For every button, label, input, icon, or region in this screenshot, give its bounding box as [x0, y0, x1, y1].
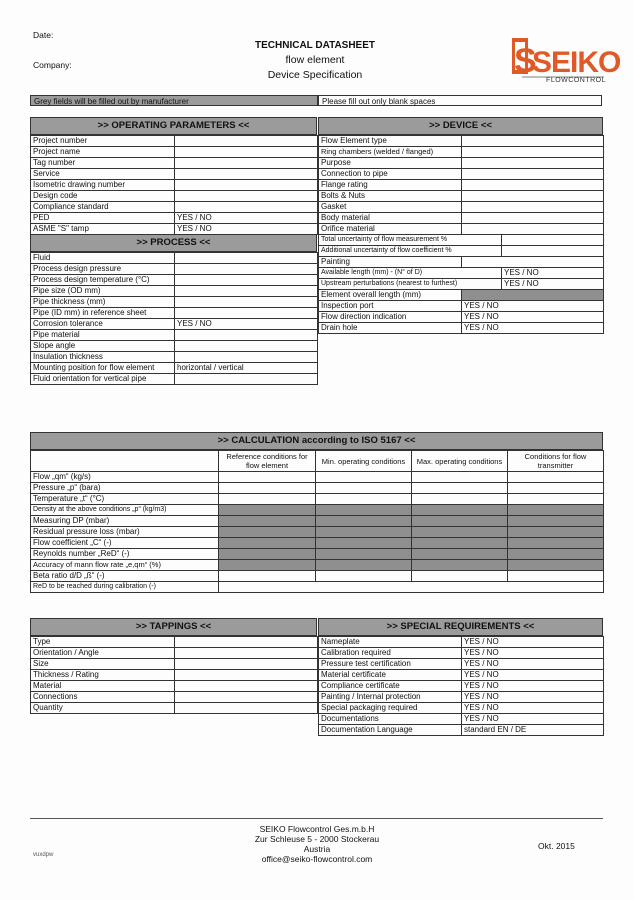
footer-country: Austria	[303, 844, 331, 854]
process-label: Insulation thickness	[31, 352, 175, 363]
calculation-label: Beta ratio d/D „ß“ (-)	[31, 571, 219, 582]
calculation-value	[508, 549, 604, 560]
device-row	[319, 169, 604, 180]
calculation-label: Flow „qm“ (kg/s)	[31, 472, 219, 483]
device-value[interactable]: YES / NO	[502, 268, 604, 279]
tappings-section	[30, 618, 317, 714]
calculation-value	[316, 516, 412, 527]
special-value[interactable]: YES / NO	[462, 637, 604, 648]
calculation-label: Accuracy of mann flow rate „e,qm“ (%)	[31, 560, 219, 571]
tappings-label: Size	[31, 659, 175, 670]
process-row	[31, 275, 318, 286]
operating-label: Service	[31, 169, 175, 180]
calculation-value	[219, 549, 316, 560]
special-label: Special packaging required	[319, 703, 462, 714]
device-row	[319, 224, 604, 235]
operating-value[interactable]	[175, 202, 318, 213]
process-value[interactable]: horizontal / vertical	[175, 363, 318, 374]
operating-value[interactable]: YES / NO	[175, 213, 318, 224]
calculation-header-blank	[31, 451, 219, 472]
special-title: >> SPECIAL REQUIREMENTS <<	[318, 618, 603, 636]
device-label: Purpose	[319, 158, 462, 169]
calculation-row	[31, 527, 604, 538]
special-row	[319, 659, 604, 670]
process-row	[31, 341, 318, 352]
operating-label: ASME "S" tamp	[31, 224, 175, 235]
process-value[interactable]	[175, 275, 318, 286]
operating-section	[30, 117, 317, 385]
process-row	[31, 330, 318, 341]
calculation-column-header: Reference conditions for flow element	[219, 451, 316, 472]
calculation-value	[219, 505, 316, 516]
device-label: Connection to pipe	[319, 169, 462, 180]
calculation-value	[316, 527, 412, 538]
device-row	[319, 257, 604, 268]
calculation-table	[30, 450, 604, 593]
device-label: Upstream perturbations (nearest to furthest)	[319, 279, 502, 290]
device-value[interactable]	[462, 191, 604, 202]
device-label: Painting	[319, 257, 462, 268]
special-value[interactable]: YES / NO	[462, 659, 604, 670]
calculation-value[interactable]	[316, 472, 412, 483]
device-title: >> DEVICE <<	[318, 117, 603, 135]
device-label: Body material	[319, 213, 462, 224]
device-row	[319, 301, 604, 312]
calculation-value	[508, 516, 604, 527]
calculation-value	[219, 560, 316, 571]
calculation-value[interactable]	[412, 483, 508, 494]
calculation-title: >> CALCULATION according to ISO 5167 <<	[30, 432, 603, 450]
device-value[interactable]	[462, 224, 604, 235]
device-row	[319, 180, 604, 191]
calculation-value[interactable]	[219, 571, 316, 582]
calculation-row	[31, 582, 604, 593]
device-section	[318, 117, 603, 334]
tappings-row	[31, 670, 318, 681]
operating-row	[31, 213, 318, 224]
process-value[interactable]	[175, 297, 318, 308]
calculation-label: Flow coefficient „C“ (-)	[31, 538, 219, 549]
process-row	[31, 286, 318, 297]
process-value[interactable]	[175, 374, 318, 385]
process-row	[31, 297, 318, 308]
special-label: Compliance certificate	[319, 681, 462, 692]
operating-value[interactable]	[175, 169, 318, 180]
special-row	[319, 637, 604, 648]
process-label: Fluid	[31, 253, 175, 264]
footer-date: Okt. 2015	[538, 841, 575, 851]
tappings-label: Thickness / Rating	[31, 670, 175, 681]
process-label: Process design temperature (°C)	[31, 275, 175, 286]
device-value[interactable]: YES / NO	[462, 301, 604, 312]
seiko-logo	[512, 34, 621, 86]
special-row	[319, 648, 604, 659]
device-row	[319, 268, 604, 279]
process-label: Slope angle	[31, 341, 175, 352]
device-label: Flow Element type	[319, 136, 462, 147]
process-value[interactable]	[175, 308, 318, 319]
device-row	[319, 323, 604, 334]
date-label: Date:	[33, 30, 54, 40]
calculation-value[interactable]	[412, 494, 508, 505]
tappings-label: Quantity	[31, 703, 175, 714]
logo-subtitle: FLOWCONTROL	[546, 77, 606, 84]
page-subtitle-2: Device Specification	[267, 69, 363, 81]
operating-value[interactable]	[175, 191, 318, 202]
tappings-table	[30, 636, 318, 714]
process-label: Pipe size (OD mm)	[31, 286, 175, 297]
tappings-row	[31, 703, 318, 714]
calculation-value[interactable]	[316, 494, 412, 505]
calculation-row	[31, 494, 604, 505]
device-value[interactable]: YES / NO	[502, 279, 604, 290]
calculation-value	[508, 560, 604, 571]
calculation-row	[31, 538, 604, 549]
device-value[interactable]	[462, 257, 604, 268]
operating-row	[31, 191, 318, 202]
footer-street: Zur Schleuse 5 - 2000 Stockerau	[254, 834, 380, 844]
process-table	[30, 252, 318, 385]
special-value[interactable]: YES / NO	[462, 714, 604, 725]
device-label: Flow direction indication	[319, 312, 462, 323]
special-value[interactable]: YES / NO	[462, 681, 604, 692]
tappings-row	[31, 659, 318, 670]
process-row	[31, 308, 318, 319]
calculation-value[interactable]	[316, 483, 412, 494]
device-value[interactable]	[462, 169, 604, 180]
operating-title: >> OPERATING PARAMETERS <<	[30, 117, 317, 135]
process-value[interactable]	[175, 253, 318, 264]
calculation-value	[412, 505, 508, 516]
operating-row	[31, 169, 318, 180]
special-table	[318, 636, 604, 736]
calculation-value[interactable]	[219, 472, 316, 483]
process-value[interactable]	[175, 341, 318, 352]
calculation-value[interactable]	[508, 494, 604, 505]
page-title: TECHNICAL DATASHEET	[255, 40, 375, 51]
special-label: Nameplate	[319, 637, 462, 648]
process-row	[31, 374, 318, 385]
calculation-value	[412, 516, 508, 527]
tappings-value[interactable]	[175, 648, 318, 659]
calculation-header-row	[31, 451, 604, 472]
tappings-row	[31, 692, 318, 703]
calculation-value	[508, 505, 604, 516]
device-value[interactable]	[462, 147, 604, 158]
operating-label: Compliance standard	[31, 202, 175, 213]
operating-label: Tag number	[31, 158, 175, 169]
process-title: >> PROCESS <<	[30, 235, 317, 252]
process-label: Pipe material	[31, 330, 175, 341]
calculation-row	[31, 472, 604, 483]
process-row	[31, 352, 318, 363]
tappings-value[interactable]	[175, 637, 318, 648]
tappings-row	[31, 681, 318, 692]
calculation-value	[316, 560, 412, 571]
device-row	[319, 246, 604, 257]
process-label: Mounting position for flow element	[31, 363, 175, 374]
process-row	[31, 319, 318, 330]
svg-text:SEIKO: SEIKO	[532, 46, 621, 79]
special-value[interactable]: standard EN / DE	[462, 725, 604, 736]
calculation-value[interactable]	[412, 571, 508, 582]
calculation-value	[219, 538, 316, 549]
operating-row	[31, 147, 318, 158]
operating-table	[30, 135, 318, 235]
calculation-value[interactable]	[508, 472, 604, 483]
special-label: Material certificate	[319, 670, 462, 681]
calculation-label: Density at the above conditions „p“ (kg/m3)	[31, 505, 219, 516]
calculation-section	[30, 432, 603, 593]
device-row	[319, 202, 604, 213]
calculation-label: ReD to be reached during calibration (-)	[31, 582, 219, 593]
process-value[interactable]	[175, 264, 318, 275]
device-label: Total uncertainty of flow measurement %	[319, 235, 502, 246]
device-label: Drain hole	[319, 323, 462, 334]
device-value[interactable]: YES / NO	[462, 312, 604, 323]
device-label: Ring chambers (welded / flanged)	[319, 147, 462, 158]
calculation-column-header: Max. operating conditions	[412, 451, 508, 472]
operating-value[interactable]	[175, 136, 318, 147]
tappings-value[interactable]	[175, 659, 318, 670]
device-value[interactable]	[462, 136, 604, 147]
special-row	[319, 703, 604, 714]
calculation-value	[412, 560, 508, 571]
blank-spaces-note: Please fill out only blank spaces	[318, 95, 602, 106]
calculation-label: Residual pressure loss (mbar)	[31, 527, 219, 538]
calculation-value	[316, 505, 412, 516]
special-row	[319, 725, 604, 736]
device-label: Additional uncertainty of flow coefficient %	[319, 246, 502, 257]
device-value[interactable]	[502, 246, 604, 257]
grey-fields-note: Grey fields will be filled out by manufacturer	[30, 95, 318, 106]
operating-row	[31, 202, 318, 213]
operating-row	[31, 224, 318, 235]
device-row	[319, 279, 604, 290]
calculation-value[interactable]	[412, 472, 508, 483]
tappings-label: Orientation / Angle	[31, 648, 175, 659]
special-row	[319, 681, 604, 692]
process-value[interactable]	[175, 286, 318, 297]
calculation-value	[412, 538, 508, 549]
process-label: Pipe (ID mm) in reference sheet	[31, 308, 175, 319]
process-row	[31, 363, 318, 374]
operating-value[interactable]: YES / NO	[175, 224, 318, 235]
calculation-column-header: Conditions for flow transmitter	[508, 451, 604, 472]
tappings-value[interactable]	[175, 670, 318, 681]
special-label: Documentations	[319, 714, 462, 725]
operating-row	[31, 158, 318, 169]
calculation-label: Temperature „t“ (°C)	[31, 494, 219, 505]
calculation-row	[31, 505, 604, 516]
device-label: Flange rating	[319, 180, 462, 191]
calculation-row	[31, 549, 604, 560]
process-value[interactable]	[175, 330, 318, 341]
special-row	[319, 692, 604, 703]
process-label: Fluid orientation for vertical pipe	[31, 374, 175, 385]
calculation-value	[219, 527, 316, 538]
process-value[interactable]	[175, 352, 318, 363]
calculation-value	[508, 538, 604, 549]
device-value[interactable]	[462, 290, 604, 301]
device-row	[319, 213, 604, 224]
operating-label: Project name	[31, 147, 175, 158]
operating-value[interactable]	[175, 158, 318, 169]
device-label: Bolts & Nuts	[319, 191, 462, 202]
calculation-label: Reynolds number „ReD“ (-)	[31, 549, 219, 560]
operating-row	[31, 180, 318, 191]
process-label: Process design pressure	[31, 264, 175, 275]
device-table	[318, 135, 604, 334]
title-block	[215, 38, 415, 83]
operating-label: PED	[31, 213, 175, 224]
device-label: Orifice material	[319, 224, 462, 235]
calculation-row	[31, 516, 604, 527]
calculation-value	[412, 527, 508, 538]
calculation-row	[31, 571, 604, 582]
device-row	[319, 290, 604, 301]
tappings-label: Type	[31, 637, 175, 648]
device-value[interactable]	[502, 235, 604, 246]
special-label: Pressure test certification	[319, 659, 462, 670]
tappings-value[interactable]	[175, 692, 318, 703]
device-row	[319, 312, 604, 323]
calculation-value[interactable]	[219, 582, 604, 593]
special-value[interactable]: YES / NO	[462, 648, 604, 659]
device-value[interactable]	[462, 202, 604, 213]
footer-code: vuxdpw	[33, 852, 54, 858]
tappings-title: >> TAPPINGS <<	[30, 618, 317, 636]
calculation-label: Pressure „p“ (bara)	[31, 483, 219, 494]
calculation-value	[316, 538, 412, 549]
operating-value[interactable]	[175, 180, 318, 191]
special-label: Calibration required	[319, 648, 462, 659]
device-row	[319, 147, 604, 158]
calculation-value	[508, 527, 604, 538]
calculation-value	[412, 549, 508, 560]
calculation-value[interactable]	[219, 483, 316, 494]
calculation-value[interactable]	[316, 571, 412, 582]
process-value[interactable]: YES / NO	[175, 319, 318, 330]
svg-text:S: S	[514, 42, 537, 80]
process-label: Pipe thickness (mm)	[31, 297, 175, 308]
operating-value[interactable]	[175, 147, 318, 158]
process-label: Corrosion tolerance	[31, 319, 175, 330]
operating-label: Design code	[31, 191, 175, 202]
special-label: Painting / Internal protection	[319, 692, 462, 703]
device-row	[319, 136, 604, 147]
device-label: Element overall length (mm)	[319, 290, 462, 301]
special-value[interactable]: YES / NO	[462, 703, 604, 714]
tappings-label: Connections	[31, 692, 175, 703]
footer-email: office@seiko-flowcontrol.com	[261, 854, 373, 864]
device-value[interactable]: YES / NO	[462, 323, 604, 334]
calculation-column-header: Min. operating conditions	[316, 451, 412, 472]
special-value[interactable]: YES / NO	[462, 670, 604, 681]
calculation-value[interactable]	[508, 483, 604, 494]
tappings-value[interactable]	[175, 681, 318, 692]
device-row	[319, 191, 604, 202]
calculation-value[interactable]	[508, 571, 604, 582]
device-row	[319, 158, 604, 169]
tappings-row	[31, 648, 318, 659]
footer-company: SEIKO Flowcontrol Ges.m.b.H	[259, 824, 375, 834]
footer-divider	[30, 818, 603, 819]
special-row	[319, 670, 604, 681]
company-label: Company:	[33, 60, 72, 70]
calculation-row	[31, 483, 604, 494]
tappings-value[interactable]	[175, 703, 318, 714]
special-label: Documentation Language	[319, 725, 462, 736]
device-label: Inspection port	[319, 301, 462, 312]
calculation-value[interactable]	[219, 494, 316, 505]
device-value[interactable]	[462, 180, 604, 191]
tappings-row	[31, 637, 318, 648]
special-row	[319, 714, 604, 725]
process-row	[31, 264, 318, 275]
calculation-value	[316, 549, 412, 560]
device-label: Gasket	[319, 202, 462, 213]
operating-label: Isometric drawing number	[31, 180, 175, 191]
special-section	[318, 618, 603, 736]
tappings-label: Material	[31, 681, 175, 692]
calculation-value	[219, 516, 316, 527]
operating-label: Project number	[31, 136, 175, 147]
page-subtitle-1: flow element	[285, 54, 345, 66]
device-row	[319, 235, 604, 246]
device-label: Available length (mm) - (N° of D)	[319, 268, 502, 279]
calculation-label: Measuring DP (mbar)	[31, 516, 219, 527]
calculation-row	[31, 560, 604, 571]
device-value[interactable]	[462, 213, 604, 224]
operating-row	[31, 136, 318, 147]
special-value[interactable]: YES / NO	[462, 692, 604, 703]
device-value[interactable]	[462, 158, 604, 169]
process-row	[31, 253, 318, 264]
